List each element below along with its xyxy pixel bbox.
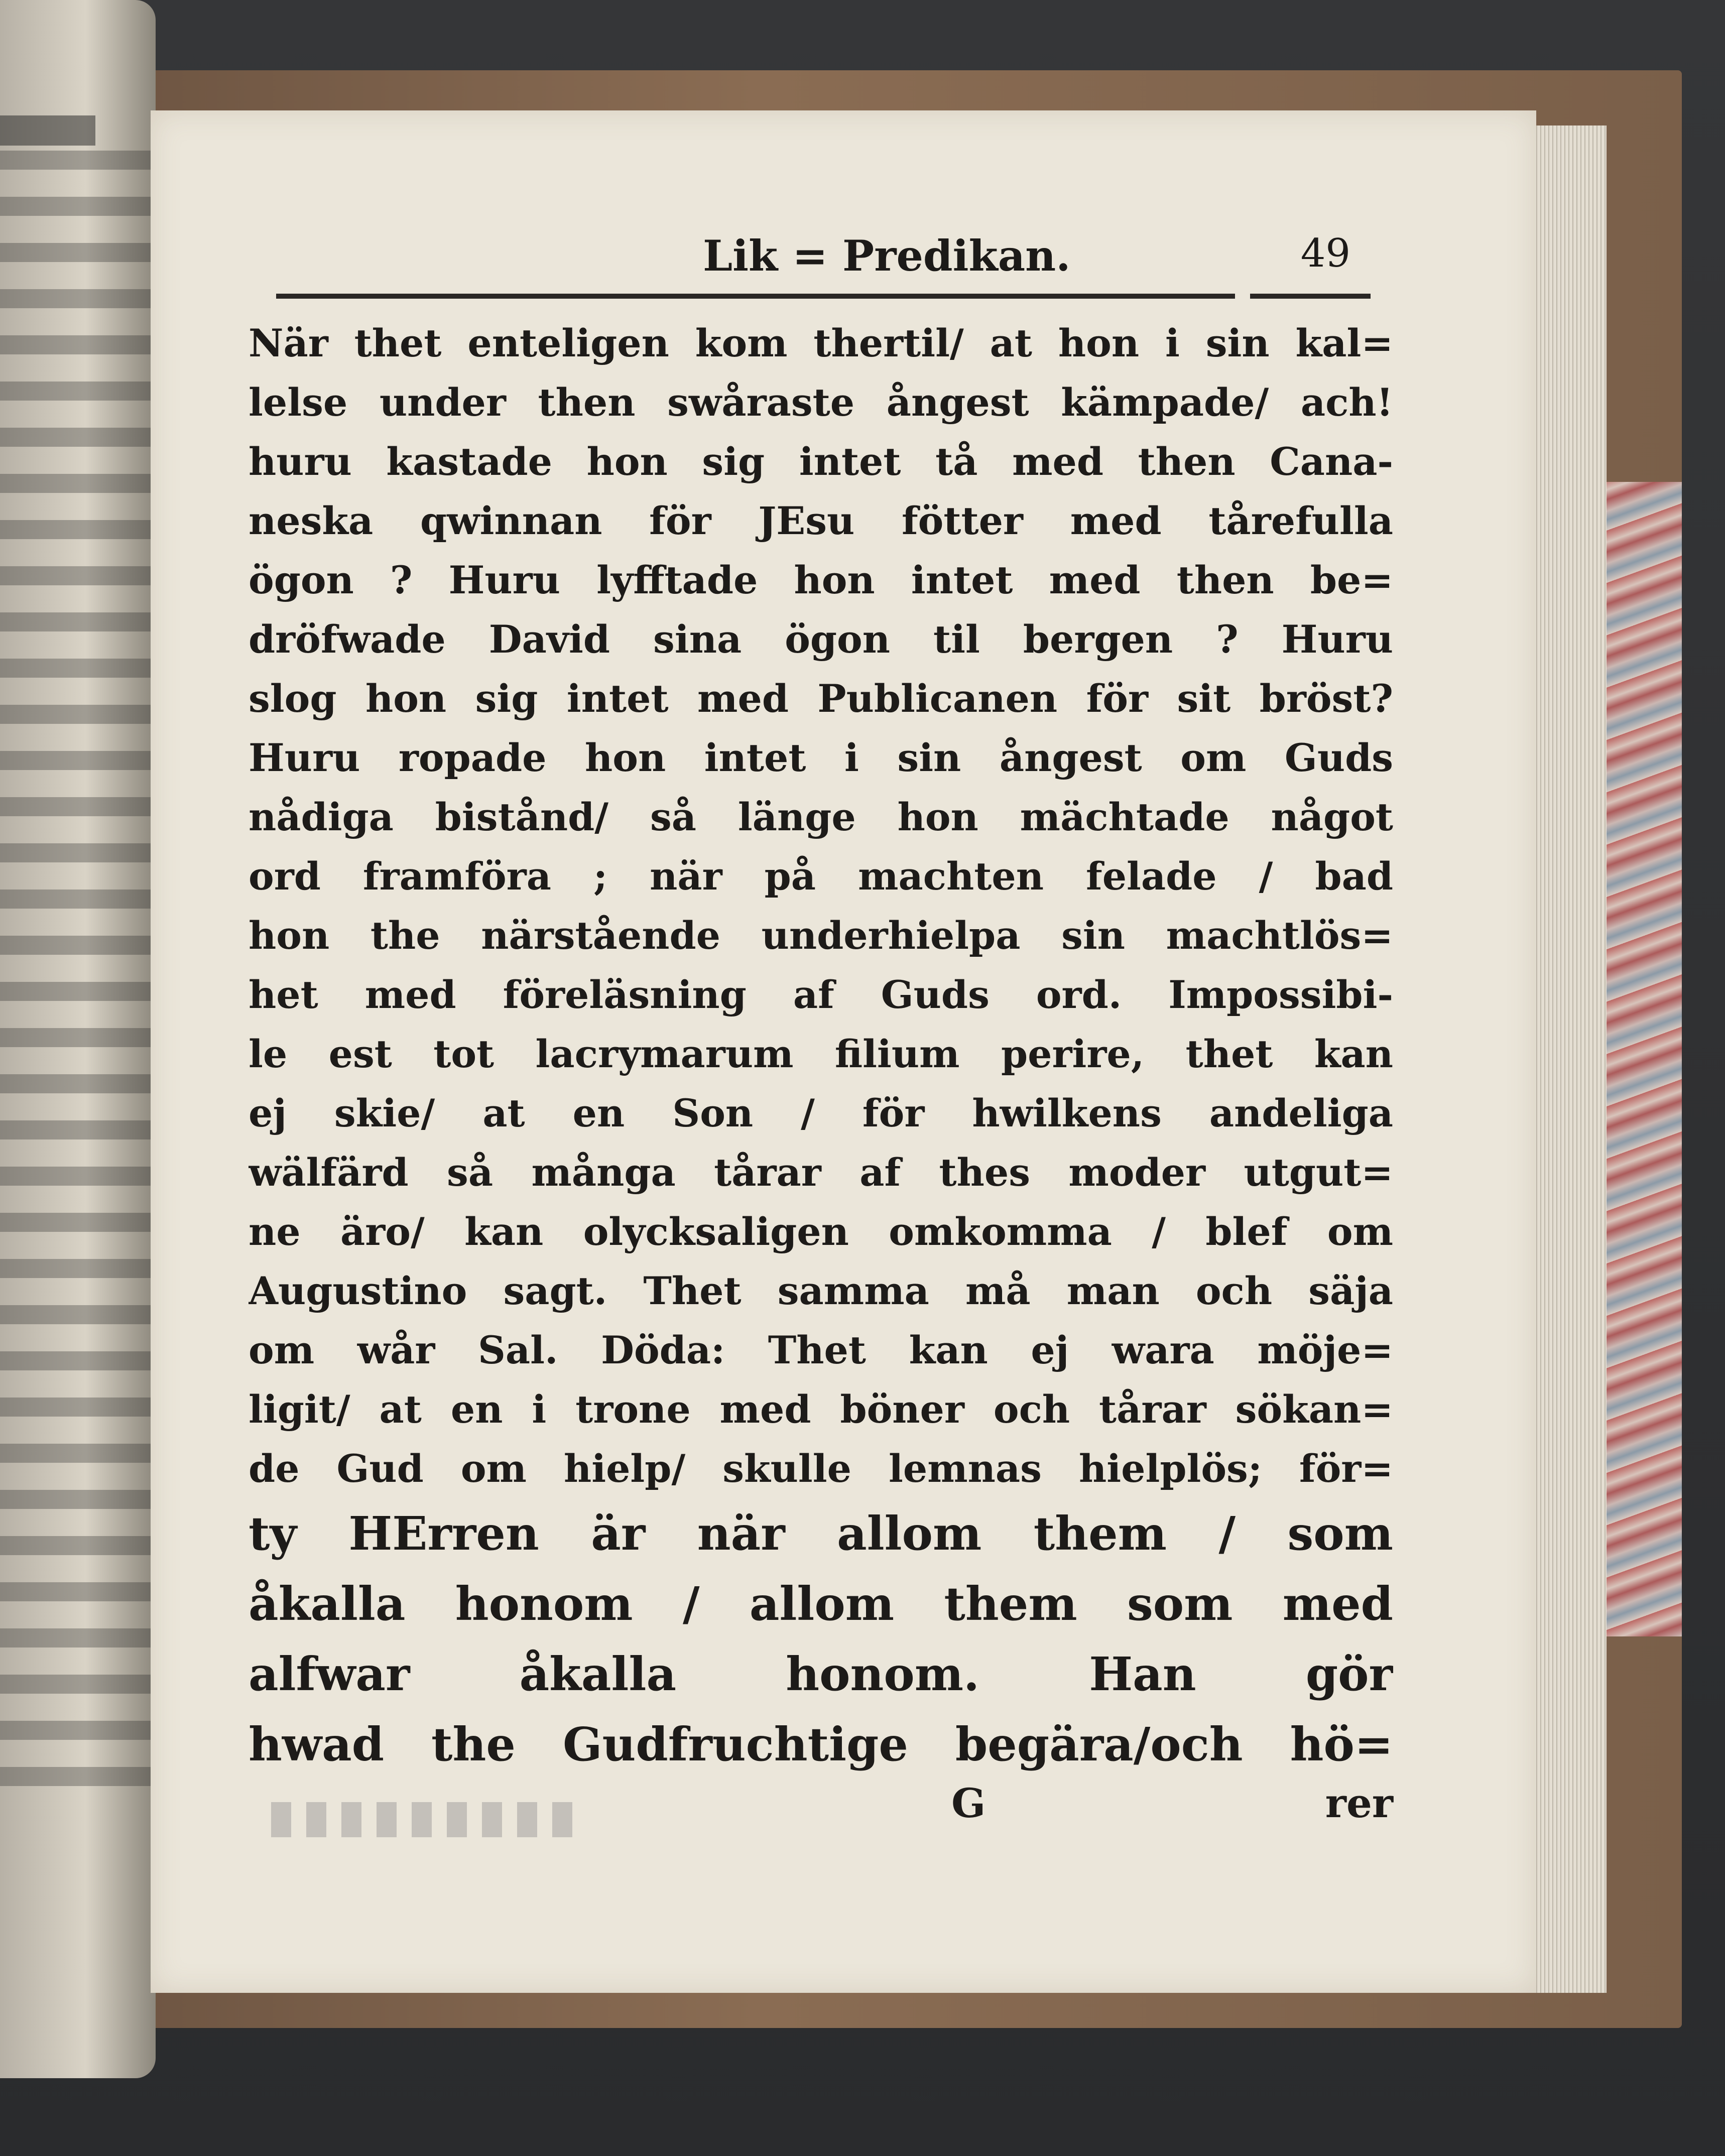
text-line: om wår Sal. Döda: Thet kan ej wara möje= [249, 1328, 1393, 1372]
page-number: 49 [1300, 231, 1350, 276]
text-line: ord framföra ; när på machten felade / bad [249, 854, 1393, 899]
left-page-text [0, 151, 151, 1807]
header-rule-right [1250, 294, 1371, 299]
text-line: lelse under then swåraste ångest kämpade/ ach! [249, 380, 1393, 425]
text-line: het med föreläsning af Guds ord. Impossibi- [249, 972, 1393, 1017]
text-line: nådiga bistånd/ så länge hon mächtade något [249, 795, 1393, 839]
marbled-endpaper [1596, 482, 1682, 1636]
signature-mark: G [951, 1780, 986, 1827]
left-page-header [0, 115, 95, 146]
show-through-marks [271, 1802, 582, 1837]
text-line: neska qwinnan för JEsu fötter med tårefulla [249, 498, 1393, 543]
header-rule [276, 294, 1235, 299]
catchword: rer [1325, 1780, 1393, 1827]
text-line: hon the närstående underhielpa sin machtlös= [249, 913, 1393, 958]
text-line: huru kastade hon sig intet tå med then Cana- [249, 439, 1393, 484]
text-line: dröfwade David sina ögon til bergen ? Huru [249, 617, 1393, 662]
text-line: Huru ropade hon intet i sin ångest om Guds [249, 735, 1393, 780]
text-line: Augustino sagt. Thet samma må man och säja [249, 1269, 1393, 1313]
text-line: När thet enteligen kom thertil/ at hon i sin kal= [249, 321, 1393, 365]
text-line: ligit/ at en i trone med böner och tårar sökan= [249, 1387, 1393, 1432]
running-title: Lik = Predikan. [703, 231, 1071, 281]
text-line: ej skie/ at en Son / för hwilkens andeliga [249, 1091, 1393, 1135]
text-line-large: ty HErren är när allom them / som [249, 1506, 1393, 1561]
body-text [249, 314, 1393, 1845]
text-line: de Gud om hielp/ skulle lemnas hielplös; för= [249, 1446, 1393, 1491]
text-line: ögon ? Huru lyfftade hon intet med then be= [249, 558, 1393, 602]
text-line: slog hon sig intet med Publicanen för sit bröst? [249, 676, 1393, 721]
text-line-large: alfwar åkalla honom. Han gör [249, 1647, 1393, 1701]
left-facing-page [0, 0, 156, 2078]
book-page [151, 110, 1536, 1993]
page-header [276, 231, 1371, 291]
text-line: wälfärd så många tårar af thes moder utgut= [249, 1150, 1393, 1195]
text-line-large: hwad the Gudfruchtige begära/och hö= [249, 1717, 1393, 1771]
text-line: le est tot lacrymarum filium perire, thet kan [249, 1032, 1393, 1076]
text-line: ne äro/ kan olycksaligen omkomma / blef om [249, 1209, 1393, 1254]
text-line-large: åkalla honom / allom them som med [249, 1577, 1393, 1631]
